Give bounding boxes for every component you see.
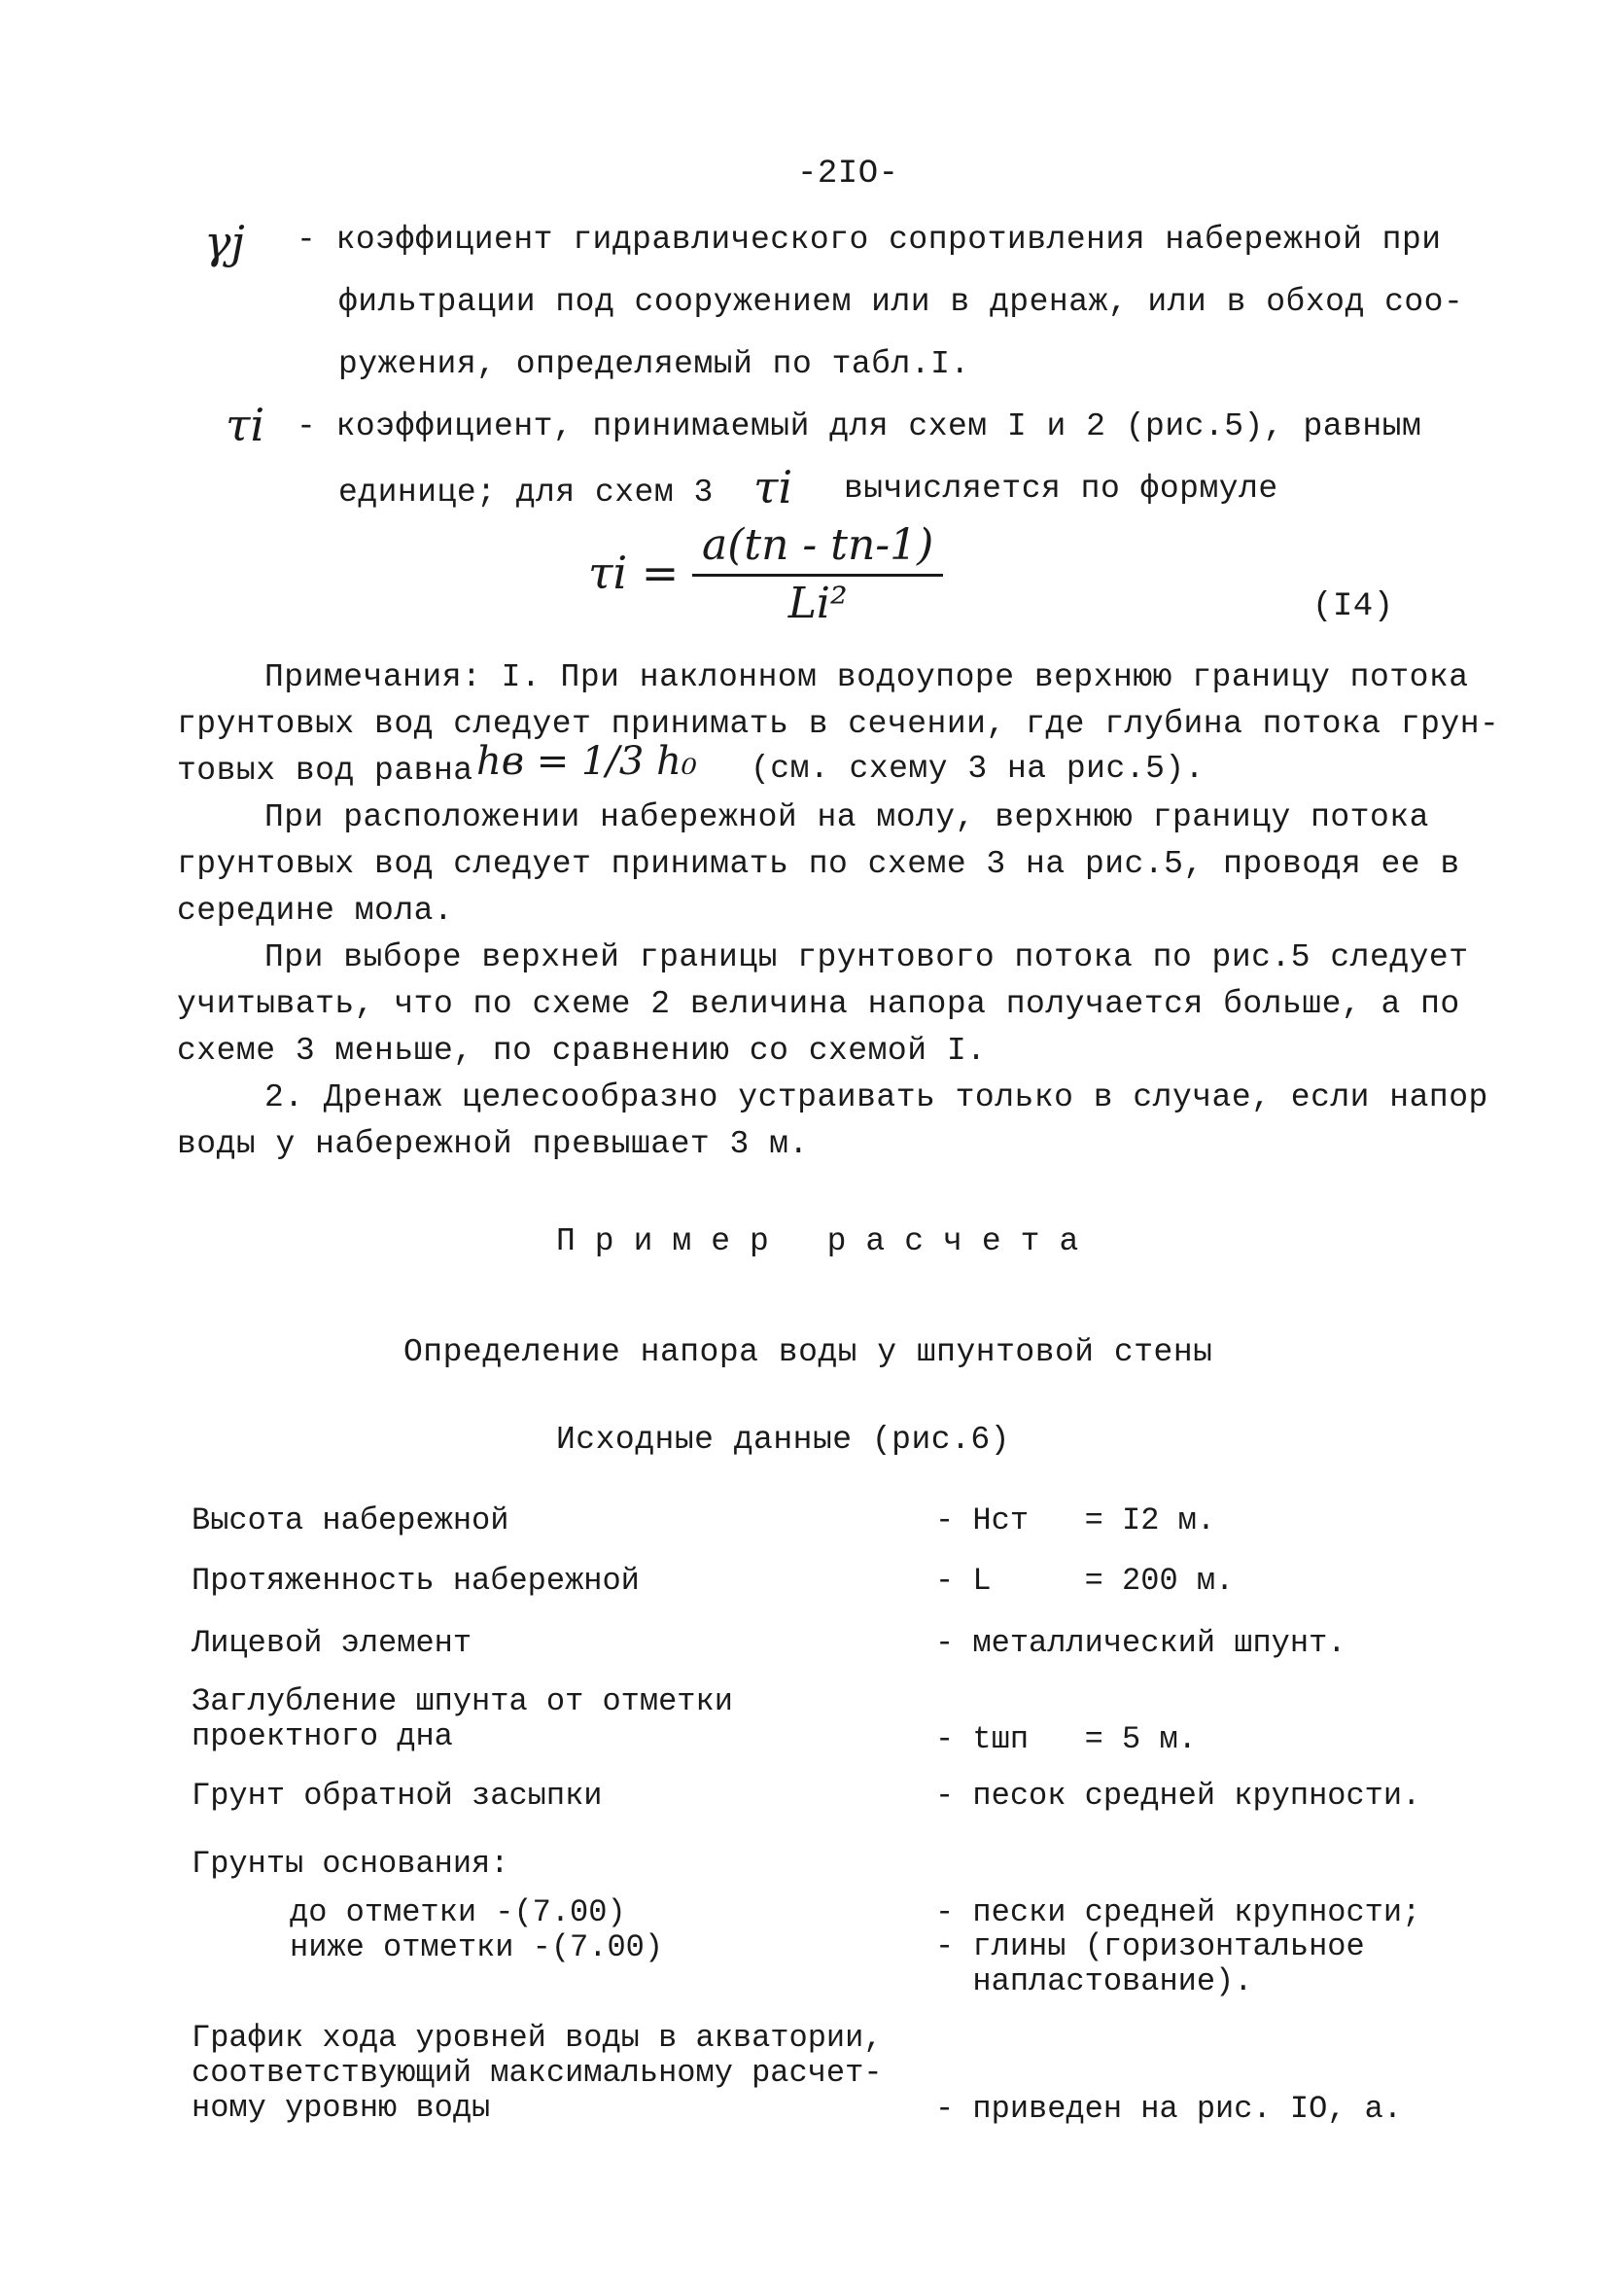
- note-line-1: Примечания: I. При наклонном водоупоре верхнюю границу потока: [264, 659, 1469, 695]
- row-value-height: - Hст = I2 м.: [935, 1502, 1216, 1538]
- row-value-water-level-graph: - приведен на рис. IO, а.: [935, 2091, 1403, 2127]
- formula-denominator: Li²: [787, 579, 848, 628]
- page-number: -2IO-: [797, 156, 899, 193]
- note-line-5: грунтовых вод следует принимать по схеме 3 на рис.5, проводя ее в: [177, 846, 1460, 882]
- gamma-symbol: γj: [204, 216, 245, 268]
- note-line-11: воды у набережной превышает 3 м.: [177, 1126, 809, 1162]
- row-value-length: - L = 200 м.: [935, 1563, 1235, 1599]
- formula-lhs: τi =: [588, 547, 680, 599]
- row-label-water-level-graph: График хода уровней воды в акватории, соответствующий максимальному расчет- ному уровню воды: [192, 2020, 883, 2126]
- row-value-sheet-pile-depth: - tшп = 5 м.: [935, 1721, 1197, 1757]
- row-value-above-mark: - пески средней крупности;: [935, 1894, 1421, 1930]
- definition-1-line-1: - коэффициент гидравлического сопротивления набережной при: [297, 222, 1442, 258]
- note-line-7: При выборе верхней границы грунтового потока по рис.5 следует: [264, 939, 1469, 975]
- row-label-face-element: Лицевой элемент: [192, 1625, 472, 1661]
- row-label-sheet-pile-depth: Заглубление шпунта от отметки проектного дна: [192, 1683, 733, 1754]
- definition-2-line-2b: вычисляется по формуле: [844, 471, 1278, 507]
- note-line-2: грунтовых вод следует принимать в сечении, где глубина потока грун-: [177, 706, 1500, 742]
- row-label-foundation-soils: Грунты основания:: [192, 1846, 509, 1882]
- definition-1-line-3: ружения, определяемый по табл.I.: [338, 346, 970, 382]
- example-heading: Пример расчета: [556, 1223, 1099, 1259]
- note-line-4: При расположении набережной на молу, верхнюю границу потока: [264, 799, 1429, 835]
- note-formula-hb: hв = 1/3 h₀: [476, 739, 697, 784]
- note-line-10: 2. Дренаж целесообразно устраивать только в случае, если напор: [264, 1079, 1488, 1115]
- definition-1-line-2: фильтрации под сооружением или в дренаж, или в обход соо-: [338, 284, 1464, 320]
- row-label-backfill-soil: Грунт обратной засыпки: [192, 1778, 603, 1814]
- formula-fraction: [692, 520, 943, 628]
- row-label-height: Высота набережной: [192, 1502, 509, 1538]
- note-line-8: учитывать, что по схеме 2 величина напора получается больше, а по: [177, 986, 1460, 1022]
- example-subheading: Определение напора воды у шпунтовой стены: [403, 1334, 1213, 1370]
- formula-numerator: a(tn - tn-1): [692, 520, 943, 577]
- note-line-6: середине мола.: [177, 893, 454, 929]
- row-value-face-element: - металлический шпунт.: [935, 1625, 1346, 1661]
- note-line-3b: (см. схему 3 на рис.5).: [751, 751, 1205, 787]
- tau-symbol: τi: [226, 399, 265, 451]
- row-label-above-mark: до отметки -(7.00): [290, 1894, 626, 1930]
- row-value-below-mark: - глины (горизонтальное напластование).: [935, 1928, 1365, 1999]
- row-label-below-mark: ниже отметки -(7.00): [290, 1929, 664, 1965]
- definition-2-line-2a: единице; для схем 3: [338, 475, 714, 511]
- formula-number: (I4): [1312, 588, 1394, 625]
- row-label-length: Протяженность набережной: [192, 1563, 640, 1599]
- definition-2-line-1: - коэффициент, принимаемый для схем I и 2 (рис.5), равным: [297, 408, 1422, 444]
- note-line-9: схеме 3 меньше, по сравнению со схемой I.: [177, 1033, 987, 1069]
- row-value-backfill-soil: - песок средней крупности.: [935, 1778, 1421, 1814]
- input-data-heading: Исходные данные (рис.6): [556, 1422, 1010, 1458]
- tau-inline-symbol: τi: [753, 461, 793, 513]
- note-line-3a: товых вод равна: [177, 753, 473, 789]
